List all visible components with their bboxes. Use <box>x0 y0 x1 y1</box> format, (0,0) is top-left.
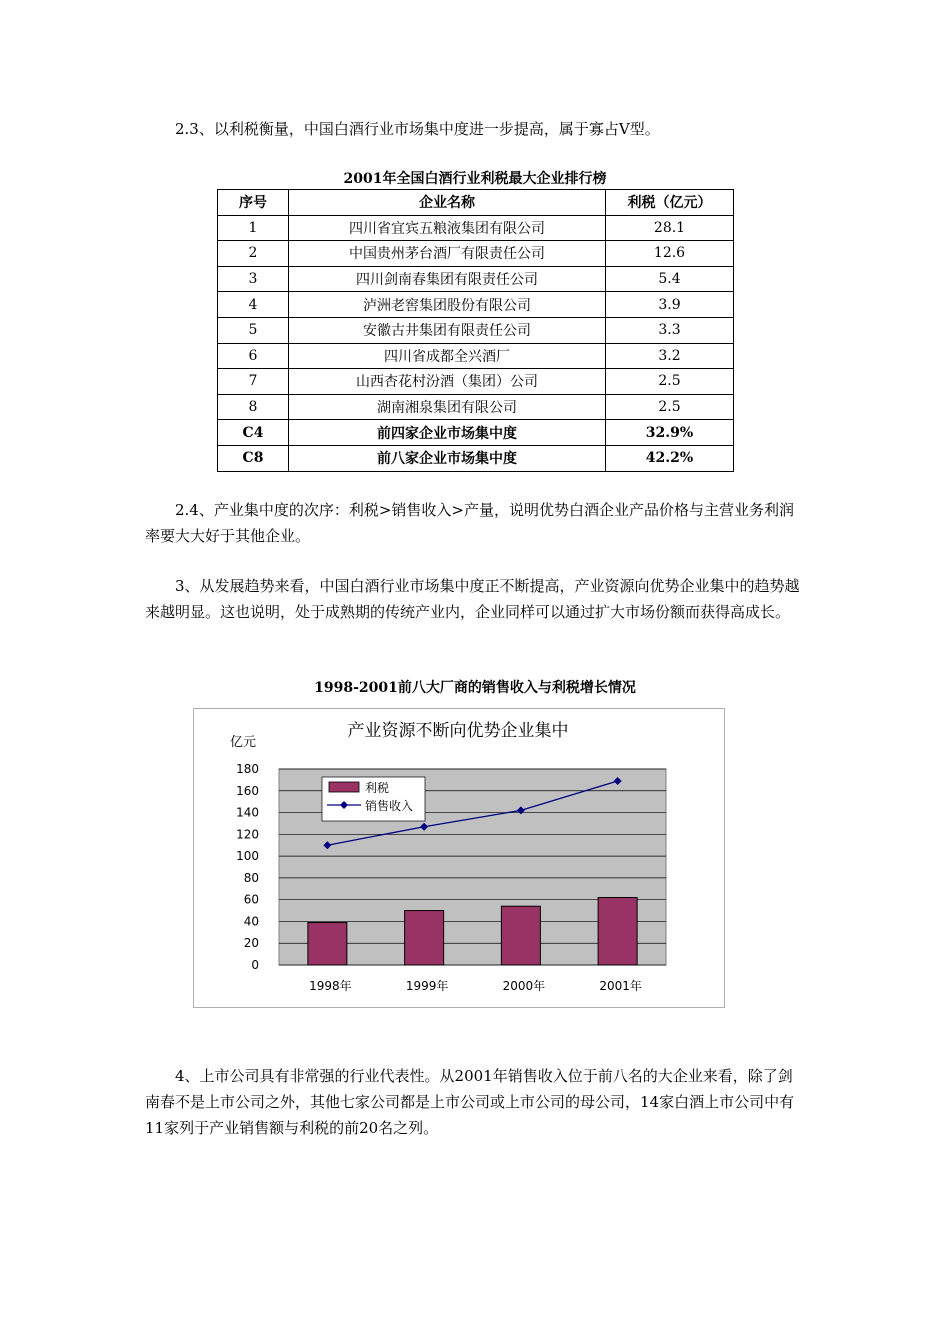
cell-index: 3 <box>218 266 289 292</box>
paragraph-3: 3、从发展趋势来看，中国白酒行业市场集中度正不断提高，产业资源向优势企业集中的趋势越来越明显。这也说明，处于成熟期的传统产业内，企业同样可以通过扩大市场份额而获得高成长。 <box>145 577 800 621</box>
bar-利税 <box>308 923 347 965</box>
table-row <box>218 343 734 369</box>
cell-value: 32.9% <box>606 420 734 446</box>
cell-company: 泸洲老窖集团股份有限公司 <box>289 292 606 318</box>
table-row <box>218 394 734 420</box>
cell-value: 2.5 <box>606 369 734 395</box>
cell-value: 12.6 <box>606 241 734 267</box>
summary-row-c8 <box>218 445 734 471</box>
cell-company: 四川省成都全兴酒厂 <box>289 343 606 369</box>
cell-value: 3.9 <box>606 292 734 318</box>
legend-bar-swatch <box>329 782 359 792</box>
header-profit-tax: 利税（亿元） <box>606 190 734 216</box>
x-tick-label: 2000年 <box>502 979 546 993</box>
bar-利税 <box>405 911 444 965</box>
bar-利税 <box>501 906 540 965</box>
table-row <box>218 215 734 241</box>
cell-index: 8 <box>218 394 289 420</box>
y-tick-label: 20 <box>243 936 259 951</box>
y-tick-label: 80 <box>243 870 259 885</box>
x-tick-label: 1999年 <box>405 979 449 993</box>
cell-value: 42.2% <box>606 445 734 471</box>
y-axis-label: 亿元 <box>230 735 257 750</box>
header-company: 企业名称 <box>289 190 606 216</box>
cell-value: 28.1 <box>606 215 734 241</box>
cell-company: 山西杏花村汾酒（集团）公司 <box>289 369 606 395</box>
chart-caption: 1998-2001前八大厂商的销售收入与利税增长情况 <box>314 680 636 696</box>
chart-svg <box>194 709 724 1007</box>
x-tick-label: 2001年 <box>599 979 642 993</box>
cell-index: 7 <box>218 369 289 395</box>
y-tick-label: 180 <box>236 762 259 776</box>
y-tick-label: 60 <box>243 892 259 907</box>
cell-index: 6 <box>218 343 289 369</box>
y-tick-label: 120 <box>236 827 259 842</box>
legend-label-bar: 利税 <box>365 781 390 795</box>
cell-company: 前四家企业市场集中度 <box>289 420 606 446</box>
ranking-table <box>217 189 734 472</box>
x-tick-label: 1998年 <box>309 979 352 993</box>
paragraph-2-4: 2.4、产业集中度的次序：利税>销售收入>产量，说明优势白酒企业产品价格与主营业务利润率要大大好于其他企业。 <box>145 501 794 545</box>
table-header-row <box>218 190 734 216</box>
cell-value: 3.2 <box>606 343 734 369</box>
table-caption: 2001年全国白酒行业利税最大企业排行榜 <box>343 171 607 187</box>
legend-label-line: 销售收入 <box>365 799 414 813</box>
y-tick-label: 40 <box>243 914 259 929</box>
table-row <box>218 292 734 318</box>
cell-value: 3.3 <box>606 317 734 343</box>
paragraph-4: 4、上市公司具有非常强的行业代表性。从2001年销售收入位于前八名的大企业来看，除了剑南春不是上市公司之外，其他七家公司都是上市公司或上市公司的母公司，14家白酒上市公司中有11家列于产业销售额与利税的前20名之列。 <box>145 1067 795 1137</box>
summary-row-c4 <box>218 420 734 446</box>
y-tick-label: 160 <box>236 783 259 798</box>
y-tick-label: 140 <box>236 805 259 820</box>
y-tick-label: 100 <box>236 849 259 864</box>
cell-company: 安徽古井集团有限责任公司 <box>289 317 606 343</box>
chart-title: 产业资源不断向优势企业集中 <box>347 721 569 741</box>
y-tick-label: 0 <box>251 958 259 972</box>
cell-index: 2 <box>218 241 289 267</box>
cell-index: C8 <box>218 445 289 471</box>
cell-value: 2.5 <box>606 394 734 420</box>
chart-container <box>193 708 725 1008</box>
cell-value: 5.4 <box>606 266 734 292</box>
cell-index: 5 <box>218 317 289 343</box>
table-row <box>218 369 734 395</box>
cell-index: 4 <box>218 292 289 318</box>
table-row <box>218 241 734 267</box>
table-row <box>218 266 734 292</box>
cell-company: 四川剑南春集团有限责任公司 <box>289 266 606 292</box>
cell-index: C4 <box>218 420 289 446</box>
header-index: 序号 <box>218 190 289 216</box>
cell-index: 1 <box>218 215 289 241</box>
cell-company: 湖南湘泉集团有限公司 <box>289 394 606 420</box>
cell-company: 四川省宜宾五粮液集团有限公司 <box>289 215 606 241</box>
table-row <box>218 317 734 343</box>
paragraph-2-3: 2.3、以利税衡量，中国白酒行业市场集中度进一步提高，属于寡占Ⅴ型。 <box>175 120 660 138</box>
cell-company: 中国贵州茅台酒厂有限责任公司 <box>289 241 606 267</box>
bar-利税 <box>598 897 637 965</box>
cell-company: 前八家企业市场集中度 <box>289 445 606 471</box>
